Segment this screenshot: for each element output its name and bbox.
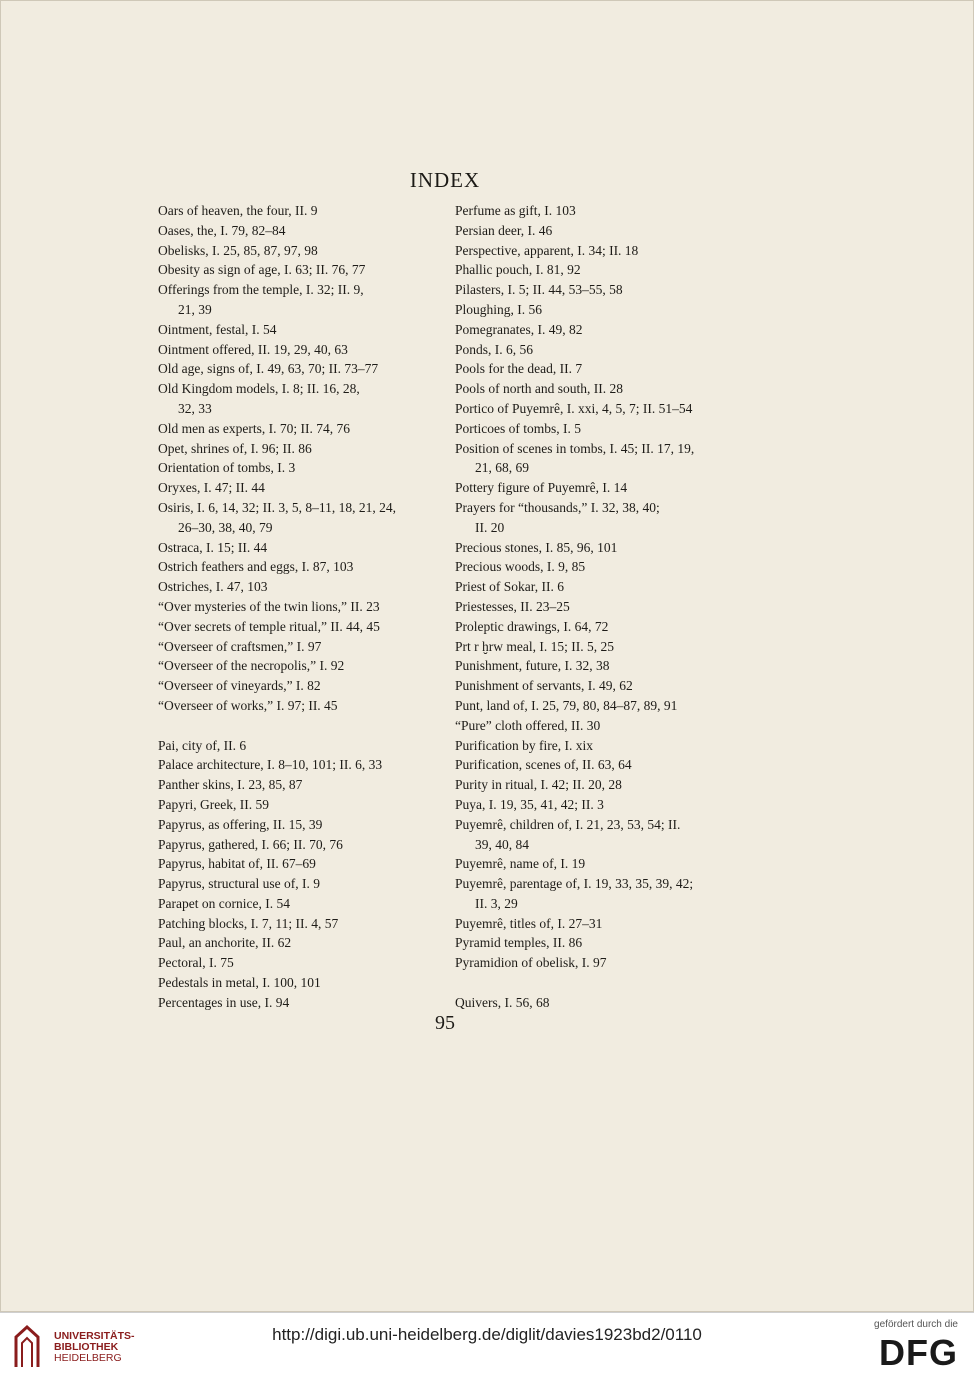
index-entry: Opet, shrines of, I. 96; II. 86	[158, 440, 312, 456]
index-entry: Purification by fire, I. xix	[455, 737, 593, 753]
index-entry: Purification, scenes of, II. 63, 64	[455, 757, 632, 773]
index-entry: Papyrus, gathered, I. 66; II. 70, 76	[158, 836, 343, 852]
index-entry: Ploughing, I. 56	[455, 301, 543, 317]
index-entry: Portico of Puyemrê, I. xxi, 4, 5, 7; II. 51–54	[455, 400, 693, 416]
index-entry: Pedestals in metal, I. 100, 101	[158, 975, 321, 991]
index-column-right	[455, 201, 740, 1013]
index-entry: “Overseer of craftsmen,” I. 97	[158, 638, 322, 654]
index-entry: Perspective, apparent, I. 34; II. 18	[455, 242, 639, 258]
index-entry: Pectoral, I. 75	[158, 955, 234, 971]
index-entry: Persian deer, I. 46	[455, 222, 553, 238]
index-entry: Parapet on cornice, I. 54	[158, 895, 290, 911]
index-entry: Phallic pouch, I. 81, 92	[455, 262, 581, 278]
index-entry: Panther skins, I. 23, 85, 87	[158, 777, 303, 793]
index-entry: Puyemrê, children of, I. 21, 23, 53, 54; II.	[455, 816, 681, 832]
index-entry: Oryxes, I. 47; II. 44	[158, 480, 265, 496]
index-entry: Puyemrê, titles of, I. 27–31	[455, 915, 603, 931]
index-entry: Old men as experts, I. 70; II. 74, 76	[158, 420, 350, 436]
index-entry: Orientation of tombs, I. 3	[158, 460, 296, 476]
index-entry: Precious stones, I. 85, 96, 101	[455, 539, 618, 555]
section-gap	[158, 716, 448, 736]
index-entry: Quivers, I. 56, 68	[455, 994, 550, 1010]
index-entry: Prt r ḫrw meal, I. 15; II. 5, 25	[455, 638, 614, 654]
index-entry: Proleptic drawings, I. 64, 72	[455, 618, 609, 634]
index-entry: Prayers for “thousands,” I. 32, 38, 40;	[455, 499, 660, 515]
index-entry: “Overseer of works,” I. 97; II. 45	[158, 697, 338, 713]
index-entry-continuation: 32, 33	[178, 400, 212, 416]
index-entry-continuation: 26–30, 38, 40, 79	[178, 519, 273, 535]
index-entry: Papyrus, habitat of, II. 67–69	[158, 856, 316, 872]
index-entry: Priest of Sokar, II. 6	[455, 579, 564, 595]
index-entry: Position of scenes in tombs, I. 45; II. 17, 19,	[455, 440, 695, 456]
index-entry: “Over mysteries of the twin lions,” II. 23	[158, 598, 380, 614]
index-entry: Precious woods, I. 9, 85	[455, 559, 586, 575]
permalink-url[interactable]: http://digi.ub.uni-heidelberg.de/diglit/davies1923bd2/0110	[272, 1325, 702, 1344]
index-entry: Obesity as sign of age, I. 63; II. 76, 77	[158, 262, 366, 278]
index-entry: Oases, the, I. 79, 82–84	[158, 222, 286, 238]
index-entry: Pottery figure of Puyemrê, I. 14	[455, 480, 628, 496]
index-entry: Pomegranates, I. 49, 82	[455, 321, 583, 337]
library-line-2: BIBLIOTHEK	[54, 1341, 119, 1353]
index-entry: Obelisks, I. 25, 85, 87, 97, 98	[158, 242, 318, 258]
index-entry: Priestesses, II. 23–25	[455, 598, 570, 614]
index-entry: Punishment of servants, I. 49, 62	[455, 678, 633, 694]
index-entry-continuation: II. 3, 29	[475, 895, 518, 911]
page-title: INDEX	[409, 168, 481, 192]
index-entry: Offerings from the temple, I. 32; II. 9,	[158, 282, 364, 298]
index-entry: Porticoes of tombs, I. 5	[455, 420, 581, 436]
index-entry-continuation: II. 20	[475, 519, 505, 535]
section-gap	[455, 973, 740, 993]
index-entry: Perfume as gift, I. 103	[455, 203, 576, 218]
index-entry: “Overseer of vineyards,” I. 82	[158, 678, 321, 694]
index-entry: Oars of heaven, the four, II. 9	[158, 203, 318, 218]
library-line-1: UNIVERSITÄTS-	[54, 1330, 135, 1342]
index-entry: Old Kingdom models, I. 8; II. 16, 28,	[158, 381, 360, 397]
index-entry: Ostraca, I. 15; II. 44	[158, 539, 268, 555]
index-entry: Ointment, festal, I. 54	[158, 321, 277, 337]
index-entry: “Overseer of the necropolis,” I. 92	[158, 658, 345, 674]
index-column-left	[158, 201, 448, 1013]
index-entry: Pilasters, I. 5; II. 44, 53–55, 58	[455, 282, 623, 298]
funded-by-label: gefördert durch die	[874, 1319, 958, 1330]
index-entry-continuation: 21, 68, 69	[475, 460, 529, 476]
index-entry: “Over secrets of temple ritual,” II. 44, 45	[158, 618, 380, 634]
index-entry: Percentages in use, I. 94	[158, 994, 290, 1010]
index-entry: Puya, I. 19, 35, 41, 42; II. 3	[455, 796, 604, 812]
index-entry: Ostriches, I. 47, 103	[158, 579, 268, 595]
index-entry: Ointment offered, II. 19, 29, 40, 63	[158, 341, 348, 357]
index-entry-continuation: 21, 39	[178, 301, 212, 317]
index-entry: Papyrus, as offering, II. 15, 39	[158, 816, 323, 832]
index-entry: Osiris, I. 6, 14, 32; II. 3, 5, 8–11, 18, 21, 24,	[158, 499, 396, 515]
index-entry: “Pure” cloth offered, II. 30	[455, 717, 601, 733]
digitization-footer	[0, 1312, 974, 1381]
index-entry: Purity in ritual, I. 42; II. 20, 28	[455, 777, 622, 793]
index-entry: Pai, city of, II. 6	[158, 737, 247, 753]
index-entry: Ponds, I. 6, 56	[455, 341, 534, 357]
index-entry: Puyemrê, parentage of, I. 19, 33, 35, 39, 42;	[455, 876, 694, 892]
index-entry: Paul, an anchorite, II. 62	[158, 935, 292, 951]
index-entry: Punishment, future, I. 32, 38	[455, 658, 610, 674]
index-entry: Patching blocks, I. 7, 11; II. 4, 57	[158, 915, 339, 931]
index-entry: Old age, signs of, I. 49, 63, 70; II. 73–77	[158, 361, 379, 377]
page-number: 95	[435, 1012, 455, 1034]
index-entry: Pools for the dead, II. 7	[455, 361, 583, 377]
index-entry: Ostrich feathers and eggs, I. 87, 103	[158, 559, 354, 575]
dfg-logo: DFG	[879, 1332, 958, 1373]
index-entry: Pyramidion of obelisk, I. 97	[455, 955, 607, 971]
index-entry: Punt, land of, I. 25, 79, 80, 84–87, 89, 91	[455, 697, 678, 713]
index-entry: Papyrus, structural use of, I. 9	[158, 876, 320, 892]
index-entry: Palace architecture, I. 8–10, 101; II. 6, 33	[158, 757, 383, 773]
index-entry: Pools of north and south, II. 28	[455, 381, 623, 397]
index-entry: Pyramid temples, II. 86	[455, 935, 583, 951]
library-line-3: HEIDELBERG	[54, 1352, 122, 1364]
index-entry: Puyemrê, name of, I. 19	[455, 856, 586, 872]
index-entry-continuation: 39, 40, 84	[475, 836, 529, 852]
index-entry: Papyri, Greek, II. 59	[158, 796, 269, 812]
